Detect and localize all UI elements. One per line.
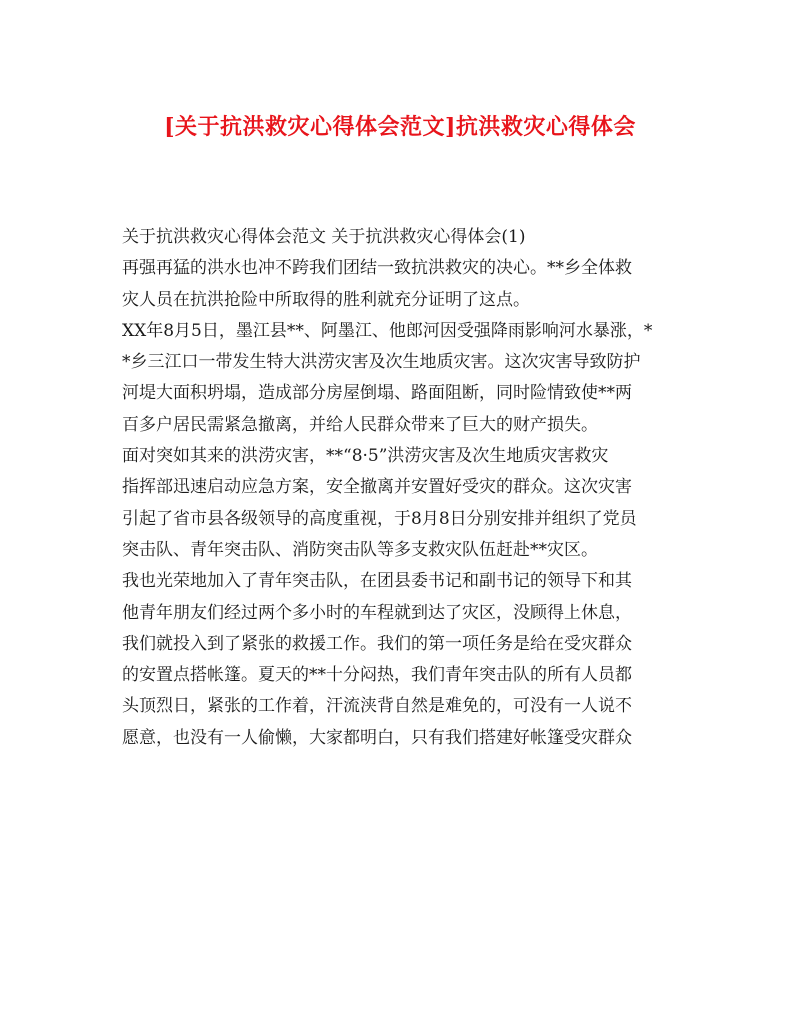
body-line: 再强再猛的洪水也冲不跨我们团结一致抗洪救灾的决心。**乡全体救 [122,258,632,279]
body-line: 指挥部迅速启动应急方案，安全撤离并安置好受灾的群众。这次灾害 [122,477,632,498]
body-line: XX年8月5日，墨江县**、阿墨江、他郎河因受强降雨影响河水暴涨，* [122,320,653,341]
document-body [122,222,692,754]
body-line: 面对突如其来的洪涝灾害，**“8·5”洪涝灾害及次生地质灾害救灾 [122,446,609,467]
body-line: *乡三江口一带发生特大洪涝灾害及次生地质灾害。这次灾害导致防护 [122,352,641,373]
body-line: 的安置点搭帐篷。夏天的**十分闷热，我们青年突击队的所有人员都 [122,665,632,686]
body-line: 愿意，也没有一人偷懒，大家都明白，只有我们搭建好帐篷受灾群众 [122,727,632,748]
body-line: 我也光荣地加入了青年突击队，在团县委书记和副书记的领导下和其 [122,571,632,592]
body-line: 引起了省市县各级领导的高度重视，于8月8日分别安排并组织了党员 [122,508,637,529]
body-line: 百多户居民需紧急撤离，并给人民群众带来了巨大的财产损失。 [122,414,598,435]
body-line: 灾人员在抗洪抢险中所取得的胜利就充分证明了这点。 [122,289,530,310]
body-line: 他青年朋友们经过两个多小时的车程就到达了灾区，没顾得上休息， [122,602,632,623]
body-line: 我们就投入到了紧张的救援工作。我们的第一项任务是给在受灾群众 [122,633,632,654]
body-line: 河堤大面积坍塌，造成部分房屋倒塌、路面阻断，同时险情致使**两 [122,383,632,404]
body-line: 突击队、青年突击队、消防突击队等多支救灾队伍赶赴**灾区。 [122,539,598,560]
body-line-subheading: 关于抗洪救灾心得体会范文 关于抗洪救灾心得体会(1) [122,227,526,247]
body-line: 头顶烈日，紧张的工作着，汗流浃背自然是难免的，可没有一人说不 [122,696,632,717]
document-title: [关于抗洪救灾心得体会范文]抗洪救灾心得体会 [164,114,636,140]
